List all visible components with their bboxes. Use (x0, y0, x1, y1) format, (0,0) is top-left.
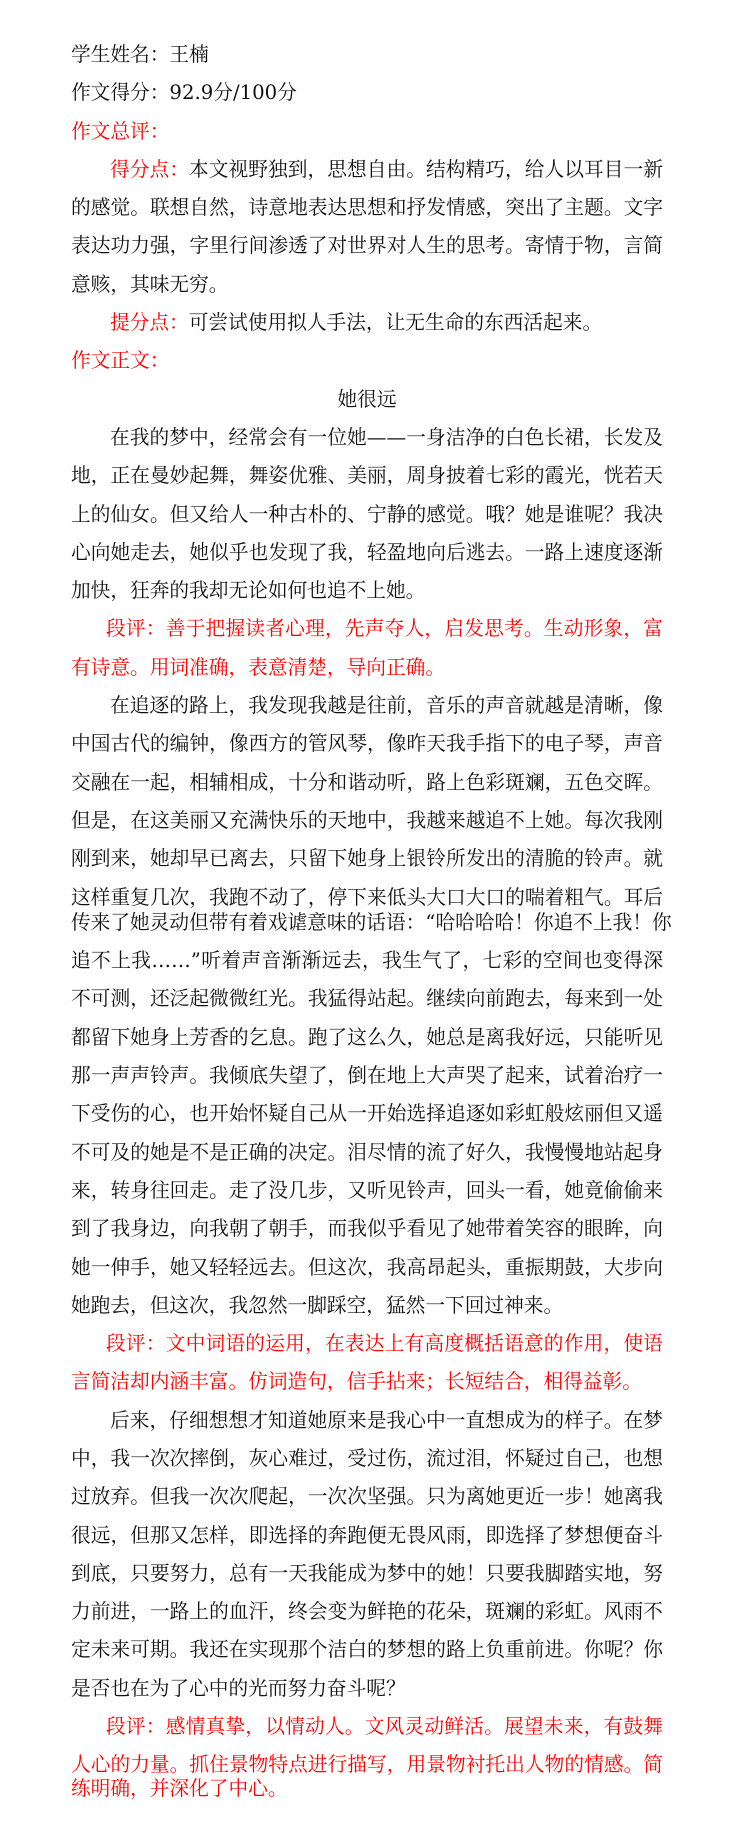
line-text: 人心的力量。抓住景物特点进行描写，用景物衬托出人物的情感。简 (71, 1753, 663, 1777)
comment-line (71, 1708, 663, 1746)
line-text: 加快，狂奔的我却无论如何也追不上她。 (71, 579, 426, 603)
section-label: 提分点： (110, 311, 189, 335)
line-text: 但是，在这美丽又充满快乐的天地中，我越来越追不上她。每次我刚 (71, 808, 663, 832)
line-text: 不可及的她是不是正确的决定。泪尽情的流了好久，我慢慢地站起身 (71, 1140, 663, 1164)
paragraph-line (71, 1440, 663, 1478)
line-text: 本文视野独到，思想自由。结构精巧，给人以耳目一新 (189, 157, 664, 181)
paragraph-line (71, 1555, 663, 1593)
paragraph-line (71, 1134, 663, 1172)
paragraph-line (71, 1593, 663, 1631)
line-text: 交融在一起，相辅相成，十分和谐动听，路上色彩斑斓，五色交晖。 (71, 770, 663, 794)
paragraph-line (71, 1172, 663, 1210)
line-text: 有诗意。用词准确，表意清楚，导向正确。 (71, 655, 446, 679)
paragraph-line (71, 840, 663, 878)
essay-paragraph (71, 419, 663, 610)
paragraph-line (71, 1670, 663, 1708)
line-text: 后来，仔细想想才知道她原来是我心中一直想成为的样子。在梦 (110, 1408, 663, 1432)
paragraph-line (71, 496, 663, 534)
line-text: 力前进，一路上的血汗，终会变为鲜艳的花朵，斑斓的彩虹。风雨不 (71, 1600, 663, 1624)
line-text: 段评：文中词语的运用，在表达上有高度概括语意的作用，使语 (106, 1332, 663, 1356)
paragraph-line (71, 1019, 663, 1057)
essay-title: 她很远 (337, 387, 397, 411)
paragraph-line (71, 725, 663, 763)
essay-score: 作文得分：92.9分/100分 (71, 81, 297, 105)
comment-line (71, 1325, 663, 1363)
paragraph-line (71, 687, 663, 725)
line-text: 段评：善于把握读者心理，先声夺人，启发思考。生动形象，富 (106, 617, 663, 641)
overall-review-heading: 作文总评： (71, 119, 170, 143)
essay-body-heading: 作文正文： (71, 349, 170, 373)
paragraph-line (71, 1478, 663, 1516)
strengths-line (71, 266, 663, 304)
strengths-section (71, 151, 663, 304)
paragraph-line (71, 1057, 663, 1095)
paragraph-line (71, 572, 663, 610)
line-text: 段评：感情真挚，以情动人。文风灵动鲜活。展望未来，有鼓舞 (106, 1715, 663, 1739)
comment-line (71, 610, 663, 648)
student-name: 学生姓名：王楠 (71, 43, 209, 66)
paragraph-line (71, 980, 663, 1018)
paragraph-line (71, 1249, 663, 1287)
paragraph-line (71, 457, 663, 495)
essay-paragraph (71, 687, 672, 1325)
line-text: 传来了她灵动但带有着戏谑意味的话语：“哈哈哈哈！你追不上我！你 (71, 910, 672, 934)
line-text: 练明确，并深化了中心。 (71, 1776, 288, 1800)
line-text: 来，转身往回走。走了没几步，又听见铃声，回头一看，她竟偷偷来 (71, 1178, 663, 1202)
line-text: 到底，只要努力，总有一天我能成为梦中的她！只要我脚踏实地，努 (71, 1561, 663, 1585)
paragraph-line (71, 1631, 663, 1669)
line-text: 追不上我……”听着声音渐渐远去，我生气了，七彩的空间也变得深 (71, 949, 663, 973)
strengths-line (71, 151, 663, 189)
essay-document (71, 36, 672, 1808)
line-text: 的感觉。联想自然，诗意地表达思想和抒发情感，突出了主题。文字 (71, 196, 663, 220)
line-text: 心向她走去，她似乎也发现了我，轻盈地向后逃去。一路上速度逐渐 (71, 540, 663, 564)
paragraph-line (71, 1210, 663, 1248)
line-text: 过放弃。但我一次次爬起，一次次坚强。只为离她更近一步！她离我 (71, 1485, 663, 1509)
line-text: 不可测，还泛起微微红光。我猛得站起。继续向前跑去，每来到一处 (71, 987, 663, 1011)
paragraph-comment (71, 1325, 663, 1402)
essay-body (71, 419, 672, 1808)
paragraph-line (71, 1095, 663, 1133)
line-text: 这样重复几次，我跑不动了，停下来低头大口大口的喘着粗气。耳后 (71, 885, 663, 909)
paragraph-line (71, 534, 663, 572)
paragraph-comment (71, 610, 663, 687)
line-text: 在我的梦中，经常会有一位她——一身洁净的白色长裙，长发及 (110, 425, 663, 449)
paragraph-line (71, 942, 663, 980)
line-text: 中国古代的编钟，像西方的管风琴，像昨天我手指下的电子琴，声音 (71, 732, 663, 756)
paragraph-line (71, 802, 663, 840)
line-text: 言简洁却内涵丰富。仿词造句，信手拈来；长短结合，相得益彰。 (71, 1370, 642, 1394)
essay-paragraph (71, 1402, 663, 1708)
line-text: 她一伸手，她又轻轻远去。但这次，我高昂起头，重振期鼓，大步向 (71, 1255, 663, 1279)
paragraph-line (71, 1402, 663, 1440)
line-text: 下受伤的心，也开始怀疑自己从一开始选择追逐如彩虹般炫丽但又遥 (71, 1102, 663, 1126)
paragraph-line (71, 764, 663, 802)
line-text: 刚到来，她却早已离去，只留下她身上银铃所发出的清脆的铃声。就 (71, 847, 663, 871)
line-text: 在追逐的路上，我发现我越是往前，音乐的声音就越是清晰，像 (110, 694, 663, 718)
improvement-section (71, 304, 663, 342)
paragraph-comment (71, 1708, 663, 1808)
comment-line (71, 649, 663, 687)
comment-line (71, 1363, 663, 1401)
line-text: 她跑去，但这次，我忽然一脚踩空，猛然一下回过神来。 (71, 1293, 564, 1317)
line-text: 上的仙女。但又给人一种古朴的、宁静的感觉。哦？她是谁呢？我决 (71, 502, 663, 526)
line-text: 表达功力强，字里行间渗透了对世界对人生的思考。寄情于物，言简 (71, 234, 663, 258)
line-text: 很远，但那又怎样，即选择的奔跑便无畏风雨，即选择了梦想便奋斗 (71, 1523, 663, 1547)
line-text: 中，我一次次摔倒，灰心难过，受过伤，流过泪，怀疑过自己，也想 (71, 1446, 663, 1470)
strengths-line (71, 227, 663, 265)
paragraph-line (71, 1287, 663, 1325)
line-text: 到了我身边，向我朝了朝手，而我似乎看见了她带着笑容的眼眸，向 (71, 1217, 663, 1241)
paragraph-line (71, 419, 663, 457)
line-text: 都留下她身上芳香的乞息。跑了这么久，她总是离我好远，只能听见 (71, 1025, 663, 1049)
line-text: 定未来可期。我还在实现那个洁白的梦想的路上负重前进。你呢？你 (71, 1638, 663, 1662)
paragraph-line (71, 1517, 663, 1555)
line-text: 地，正在曼妙起舞，舞姿优雅、美丽，周身披着七彩的霞光，恍若天 (71, 464, 663, 488)
line-text: 可尝试使用拟人手法，让无生命的东西活起来。 (188, 311, 603, 335)
line-text: 那一声声铃声。我倾底失望了，倒在地上大声哭了起来，试着治疗一 (71, 1064, 663, 1088)
improvement-line (71, 304, 663, 342)
section-label: 得分点： (110, 157, 190, 181)
line-text: 意赅，其味无穷。 (71, 272, 229, 296)
line-text: 是否也在为了心中的光而努力奋斗呢？ (71, 1676, 406, 1700)
paragraph-line (71, 904, 672, 942)
strengths-line (71, 189, 663, 227)
